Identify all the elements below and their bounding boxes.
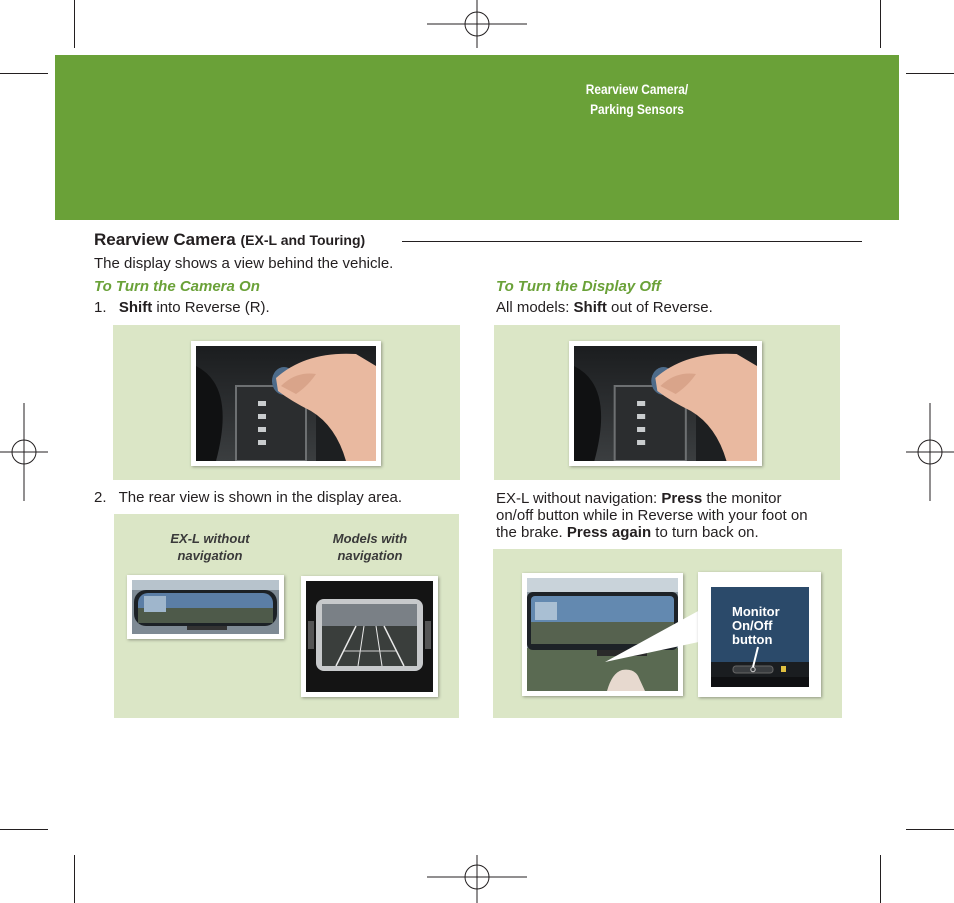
registration-mark-right bbox=[904, 403, 954, 501]
section-label bbox=[566, 80, 709, 120]
step-2 bbox=[94, 489, 402, 506]
step-2-number: 2. bbox=[94, 489, 107, 506]
rearview-mirror-photo bbox=[127, 575, 284, 639]
monitor-button-callout: Monitor On/Off button bbox=[732, 604, 780, 647]
monitor-instructions: EX-L without navigation: Press the monitor on/off button while in Reverse with your foot on the brake. Press again to turn back on. bbox=[496, 490, 808, 541]
shift-reverse-photo bbox=[191, 341, 381, 466]
step-1-number: 1. bbox=[94, 299, 107, 316]
header-banner bbox=[55, 55, 899, 220]
page-title bbox=[94, 230, 365, 250]
page-title-main: Rearview Camera bbox=[94, 230, 236, 249]
step-1 bbox=[94, 299, 270, 316]
crop-mark bbox=[74, 0, 75, 48]
gear-shift-illustration bbox=[574, 346, 757, 461]
step-2-text: The rear view is shown in the display area. bbox=[118, 489, 403, 506]
crop-mark bbox=[906, 73, 954, 74]
crop-mark bbox=[74, 855, 75, 903]
step-1-bold: Shift bbox=[118, 299, 153, 316]
callout-pointer bbox=[600, 610, 710, 670]
section-label-line1: Rearview Camera/ bbox=[585, 82, 689, 97]
crop-mark bbox=[0, 73, 48, 74]
crop-mark bbox=[880, 855, 881, 903]
navigation-screen-photo bbox=[301, 576, 438, 697]
registration-mark-top bbox=[427, 0, 527, 50]
caption-ex-l-without-navigation: EX-L without navigation bbox=[170, 531, 250, 563]
turn-on-heading: To Turn the Camera On bbox=[94, 278, 260, 295]
caption-models-with-navigation: Models with navigation bbox=[332, 531, 408, 563]
registration-mark-bottom bbox=[427, 853, 527, 903]
intro-text: The display shows a view behind the vehicle. bbox=[94, 255, 394, 272]
shift-out-of-reverse-photo bbox=[569, 341, 762, 466]
page-title-subtitle: (EX-L and Touring) bbox=[240, 232, 366, 248]
gear-shift-illustration bbox=[196, 346, 376, 461]
turn-off-heading: To Turn the Display Off bbox=[496, 278, 661, 295]
navigation-display-illustration bbox=[306, 581, 433, 692]
crop-mark bbox=[880, 0, 881, 48]
registration-mark-left bbox=[0, 403, 50, 501]
title-rule bbox=[402, 241, 862, 242]
mirror-display-illustration bbox=[132, 580, 279, 634]
crop-mark bbox=[0, 829, 48, 830]
crop-mark bbox=[906, 829, 954, 830]
turn-off-line: All models: Shift out of Reverse. bbox=[496, 299, 713, 316]
section-label-line2: Parking Sensors bbox=[590, 102, 684, 117]
step-1-text: into Reverse (R). bbox=[152, 299, 270, 316]
